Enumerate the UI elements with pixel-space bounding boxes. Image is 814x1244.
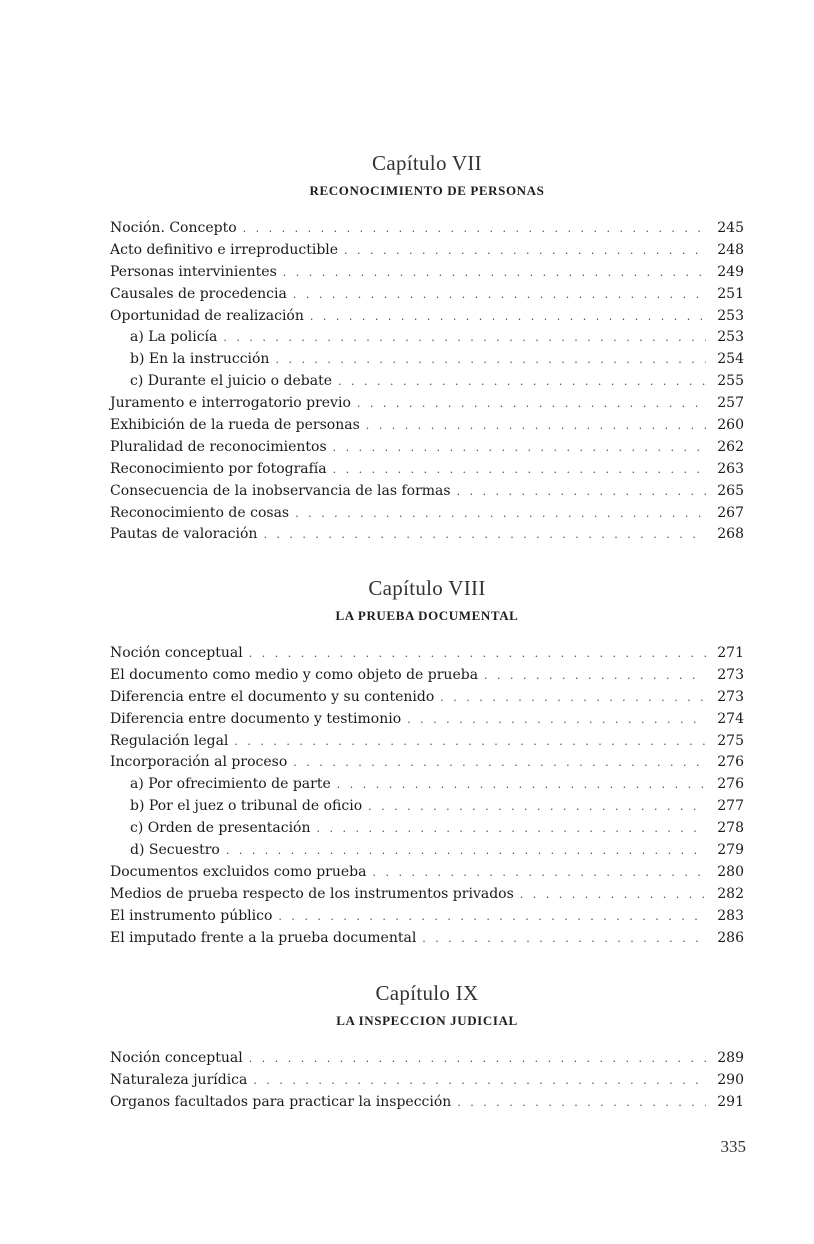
toc-entry [110, 524, 744, 546]
toc-entry-label: Reconocimiento de cosas [110, 504, 290, 521]
toc-entry [110, 327, 744, 349]
toc-entry [110, 284, 744, 306]
toc-entry-label: b) Por el juez o tribunal de oficio [130, 798, 363, 815]
chapter-title: Capítulo VII [372, 151, 482, 175]
page-number: 335 [720, 1137, 746, 1156]
dot-leader [249, 1048, 706, 1070]
toc-entry-page: 277 [717, 798, 744, 815]
toc-entry-label: Diferencia entre documento y testimonio [110, 710, 402, 727]
toc-entry-label: Causales de procedencia [110, 285, 287, 302]
dot-leader [366, 415, 706, 437]
toc-entry-label: El documento como medio y como objeto de prueba [110, 666, 479, 683]
toc-entry-page: 248 [717, 241, 744, 258]
toc-entry-page: 255 [717, 373, 744, 390]
dot-leader [338, 371, 706, 393]
toc-entry-label: Personas intervinientes [110, 263, 277, 280]
toc-entry [110, 1048, 744, 1070]
toc-entry [110, 437, 744, 459]
toc-entry-label: Medios de prueba respecto de los instrumentos privados [110, 885, 514, 902]
toc-entry-page: 289 [717, 1050, 744, 1066]
toc-entry [110, 1070, 744, 1092]
toc-entry-label: Incorporación al proceso [110, 754, 288, 771]
toc-entry-label: Noción conceptual [110, 645, 243, 661]
toc-entry-page: 276 [717, 776, 744, 793]
toc-entry [110, 818, 744, 840]
chapter-subtitle: LA INSPECCION JUDICIAL [336, 1013, 518, 1028]
toc-entry-page: 251 [717, 285, 744, 302]
chapter-subtitle: RECONOCIMIENTO DE PERSONAS [309, 183, 545, 198]
toc-entry-page: 268 [717, 526, 744, 543]
dot-leader [263, 524, 706, 546]
toc-entry [110, 371, 744, 393]
toc-entry [110, 731, 744, 753]
toc-entry-label: c) Durante el juicio o debate [130, 373, 333, 390]
toc-entry-page: 260 [717, 417, 744, 434]
toc-entry-label: Oportunidad de realización [110, 307, 304, 324]
toc-entry [110, 1092, 744, 1114]
dot-leader [372, 862, 706, 884]
toc-entry [110, 240, 744, 262]
toc-entry [110, 393, 744, 415]
toc-entry-page: 253 [717, 329, 744, 346]
toc-entry-page: 282 [717, 885, 744, 902]
dot-leader [333, 437, 706, 459]
toc-entry-label: Juramento e interrogatorio previo [110, 395, 351, 412]
toc-entry-page: 254 [717, 351, 744, 368]
toc-entry [110, 884, 744, 906]
toc-entry-page: 245 [717, 220, 744, 236]
chapter-subtitle: LA PRUEBA DOCUMENTAL [335, 608, 519, 623]
toc-list [110, 218, 744, 546]
dot-leader [457, 481, 706, 503]
toc-entry-label: Diferencia entre el documento y su contenido [110, 688, 435, 705]
toc-entry-label: a) La policía [130, 329, 218, 346]
toc-entry-label: Reconocimiento por fotografía [110, 460, 327, 477]
dot-leader [407, 709, 706, 731]
toc-entry [110, 415, 744, 437]
dot-leader [293, 284, 706, 306]
chapter-title: Capítulo IX [375, 981, 479, 1005]
toc-entry [110, 643, 744, 665]
toc-entry-label: d) Secuestro [130, 842, 220, 859]
toc-entry [110, 840, 744, 862]
toc-entry-label: Documentos excluidos como prueba [110, 863, 367, 880]
toc-entry-page: 283 [717, 907, 744, 924]
toc-entry-label: El imputado frente a la prueba documental [110, 929, 417, 946]
toc-entry [110, 262, 744, 284]
toc-entry-label: Acto definitivo e irreproductible [110, 241, 339, 258]
chapter-section [110, 150, 744, 546]
toc-entry-page: 278 [717, 820, 744, 837]
dot-leader [368, 796, 706, 818]
toc-entry [110, 906, 744, 928]
toc-entry-page: 275 [717, 732, 744, 749]
toc-entry [110, 752, 744, 774]
dot-leader [333, 459, 706, 481]
toc-entry-label: Pautas de valoración [110, 526, 258, 543]
dot-leader [484, 665, 706, 687]
toc-entry-page: 262 [717, 438, 744, 455]
toc-entry-label: Noción. Concepto [110, 220, 237, 236]
toc-entry-page: 274 [717, 710, 744, 727]
toc-entry [110, 709, 744, 731]
dot-leader [457, 1092, 706, 1114]
toc-list [110, 1048, 744, 1114]
toc-entry-label: Exhibición de la rueda de personas [110, 417, 360, 434]
chapter-section [110, 575, 744, 949]
toc-entry [110, 459, 744, 481]
toc-entry-page: 267 [717, 504, 744, 521]
toc-entry-label: El instrumento público [110, 907, 273, 924]
dot-leader [226, 840, 706, 862]
toc-entry-page: 273 [717, 666, 744, 683]
toc-entry-label: Regulación legal [110, 732, 229, 749]
toc-entry-label: Organos facultados para practicar la inspección [110, 1093, 452, 1110]
dot-leader [337, 774, 706, 796]
toc-entry-label: Naturaleza jurídica [110, 1071, 248, 1088]
dot-leader [520, 884, 706, 906]
toc-entry-page: 271 [717, 645, 744, 661]
toc-entry-page: 257 [717, 395, 744, 412]
dot-leader [253, 1070, 706, 1092]
toc-entry-page: 263 [717, 460, 744, 477]
dot-leader [440, 687, 706, 709]
toc-entry [110, 481, 744, 503]
toc-entry-label: b) En la instrucción [130, 351, 270, 368]
toc-entry [110, 349, 744, 371]
toc-entry [110, 687, 744, 709]
toc-entry-page: 280 [717, 863, 744, 880]
toc-entry-page: 286 [717, 929, 744, 946]
toc-entry [110, 503, 744, 525]
toc-entry-page: 276 [717, 754, 744, 771]
dot-leader [278, 906, 706, 928]
toc-entry [110, 218, 744, 240]
toc-entry-label: c) Orden de presentación [130, 820, 311, 837]
dot-leader [249, 643, 706, 665]
toc-list [110, 643, 744, 949]
toc-entry-page: 279 [717, 842, 744, 859]
chapter-title: Capítulo VIII [368, 576, 486, 600]
toc-entry-page: 291 [717, 1093, 744, 1110]
dot-leader [275, 349, 706, 371]
dot-leader [422, 928, 706, 950]
toc-entry [110, 774, 744, 796]
toc-entry-page: 253 [717, 307, 744, 324]
toc-entry-page: 273 [717, 688, 744, 705]
dot-leader [344, 240, 706, 262]
toc-entry [110, 796, 744, 818]
toc-entry [110, 306, 744, 328]
toc-entry-page: 249 [717, 263, 744, 280]
toc-entry-label: a) Por ofrecimiento de parte [130, 776, 331, 793]
dot-leader [223, 327, 706, 349]
toc-entry-label: Noción conceptual [110, 1050, 243, 1066]
dot-leader [243, 218, 706, 240]
dot-leader [317, 818, 707, 840]
toc-entry-page: 265 [717, 482, 744, 499]
toc-entry [110, 665, 744, 687]
dot-leader [283, 262, 706, 284]
dot-leader [295, 503, 706, 525]
dot-leader [234, 731, 706, 753]
toc-entry [110, 862, 744, 884]
toc-entry [110, 928, 744, 950]
dot-leader [357, 393, 706, 415]
toc-entry-label: Pluralidad de reconocimientos [110, 438, 327, 455]
dot-leader [293, 752, 706, 774]
chapter-section [110, 980, 744, 1114]
dot-leader [310, 306, 706, 328]
toc-entry-page: 290 [717, 1071, 744, 1088]
toc-entry-label: Consecuencia de la inobservancia de las formas [110, 482, 451, 499]
